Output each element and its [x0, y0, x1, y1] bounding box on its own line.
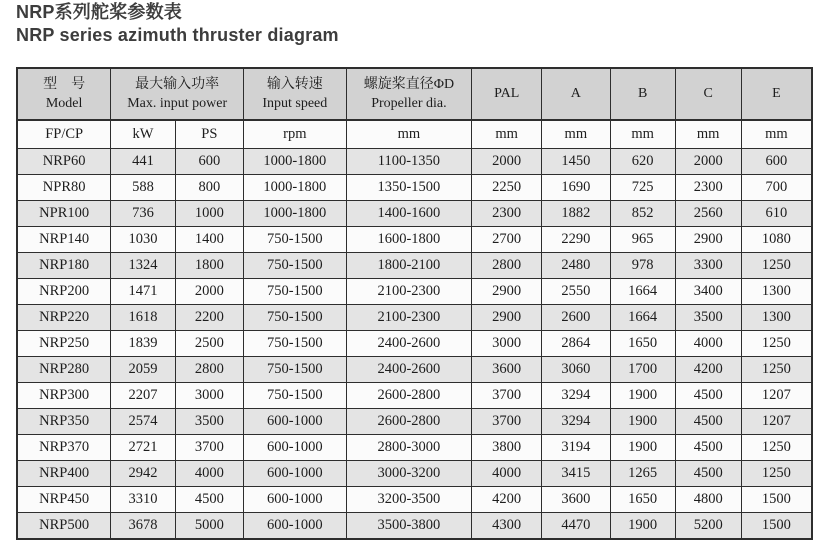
cell-dia: 3000-3200: [346, 461, 472, 487]
cell-pal: 3700: [472, 409, 542, 435]
cell-rpm: 600-1000: [244, 409, 347, 435]
cell-e: 1250: [741, 357, 812, 383]
cell-e: 1250: [741, 331, 812, 357]
cell-model: NRP60: [17, 149, 111, 175]
table-row: [17, 149, 812, 175]
cell-b: 1900: [610, 435, 675, 461]
cell-pal: 4300: [472, 513, 542, 540]
cell-ps: 3500: [175, 409, 243, 435]
unit-cell-dia: mm: [346, 120, 472, 149]
cell-dia: 2100-2300: [346, 305, 472, 331]
cell-a: 2864: [542, 331, 610, 357]
cell-kw: 3310: [111, 487, 175, 513]
cell-pal: 2900: [472, 279, 542, 305]
cell-pal: 2900: [472, 305, 542, 331]
cell-ps: 2800: [175, 357, 243, 383]
cell-e: 600: [741, 149, 812, 175]
cell-pal: 2000: [472, 149, 542, 175]
header-power-en: Max. input power: [127, 96, 228, 111]
cell-pal: 3800: [472, 435, 542, 461]
cell-e: 1500: [741, 487, 812, 513]
cell-rpm: 750-1500: [244, 227, 347, 253]
table-row: [17, 487, 812, 513]
cell-e: 1500: [741, 513, 812, 540]
cell-b: 620: [610, 149, 675, 175]
cell-dia: 1600-1800: [346, 227, 472, 253]
cell-a: 1450: [542, 149, 610, 175]
cell-a: 3194: [542, 435, 610, 461]
cell-c: 4800: [675, 487, 741, 513]
cell-e: 1207: [741, 409, 812, 435]
cell-kw: 2942: [111, 461, 175, 487]
cell-rpm: 1000-1800: [244, 175, 347, 201]
cell-model: NPR80: [17, 175, 111, 201]
cell-b: 1650: [610, 487, 675, 513]
cell-ps: 3700: [175, 435, 243, 461]
cell-b: 1664: [610, 279, 675, 305]
cell-e: 610: [741, 201, 812, 227]
cell-ps: 800: [175, 175, 243, 201]
cell-c: 3300: [675, 253, 741, 279]
cell-rpm: 750-1500: [244, 305, 347, 331]
cell-rpm: 1000-1800: [244, 149, 347, 175]
cell-a: 3415: [542, 461, 610, 487]
cell-model: NRP250: [17, 331, 111, 357]
table-body: [17, 149, 812, 540]
page-title: [16, 1, 339, 47]
cell-a: 3294: [542, 383, 610, 409]
cell-model: NRP200: [17, 279, 111, 305]
header-power-cn: 最大输入功率: [135, 77, 220, 92]
cell-model: NRP450: [17, 487, 111, 513]
unit-cell-pal: mm: [472, 120, 542, 149]
thruster-spec-table: [16, 67, 813, 540]
cell-rpm: 750-1500: [244, 253, 347, 279]
cell-ps: 1400: [175, 227, 243, 253]
cell-a: 3600: [542, 487, 610, 513]
cell-rpm: 750-1500: [244, 279, 347, 305]
header-model-en: Model: [45, 96, 83, 111]
cell-kw: 736: [111, 201, 175, 227]
cell-dia: 2600-2800: [346, 383, 472, 409]
cell-b: 1900: [610, 409, 675, 435]
cell-e: 1300: [741, 279, 812, 305]
page-title-en: NRP series azimuth thruster diagram: [16, 25, 339, 45]
table-row: [17, 279, 812, 305]
cell-c: 4500: [675, 383, 741, 409]
cell-rpm: 750-1500: [244, 383, 347, 409]
cell-pal: 2250: [472, 175, 542, 201]
cell-ps: 1000: [175, 201, 243, 227]
cell-model: NPR100: [17, 201, 111, 227]
table-row: [17, 383, 812, 409]
header-cell-model: [17, 68, 111, 120]
cell-b: 1900: [610, 513, 675, 540]
cell-b: 1900: [610, 383, 675, 409]
cell-c: 3400: [675, 279, 741, 305]
cell-ps: 2000: [175, 279, 243, 305]
cell-b: 1664: [610, 305, 675, 331]
cell-e: 1250: [741, 435, 812, 461]
cell-kw: 2721: [111, 435, 175, 461]
header-cell-pal: PAL: [472, 68, 542, 120]
cell-b: 1650: [610, 331, 675, 357]
unit-cell-a: mm: [542, 120, 610, 149]
table-row: [17, 227, 812, 253]
cell-c: 4500: [675, 435, 741, 461]
cell-model: NRP500: [17, 513, 111, 540]
cell-dia: 3200-3500: [346, 487, 472, 513]
cell-model: NRP300: [17, 383, 111, 409]
cell-c: 2300: [675, 175, 741, 201]
cell-rpm: 600-1000: [244, 513, 347, 540]
cell-pal: 4200: [472, 487, 542, 513]
cell-pal: 4000: [472, 461, 542, 487]
cell-a: 3294: [542, 409, 610, 435]
cell-a: 1882: [542, 201, 610, 227]
cell-rpm: 750-1500: [244, 357, 347, 383]
cell-kw: 2574: [111, 409, 175, 435]
cell-b: 978: [610, 253, 675, 279]
unit-cell-rpm: rpm: [244, 120, 347, 149]
cell-kw: 2207: [111, 383, 175, 409]
table-row: [17, 253, 812, 279]
header-cell-b: B: [610, 68, 675, 120]
unit-cell-kw: kW: [111, 120, 175, 149]
cell-pal: 3600: [472, 357, 542, 383]
cell-c: 2000: [675, 149, 741, 175]
table-row: [17, 357, 812, 383]
unit-cell-model: FP/CP: [17, 120, 111, 149]
cell-ps: 4500: [175, 487, 243, 513]
page-title-cn: NRP系列舵桨参数表: [16, 2, 183, 22]
cell-pal: 3700: [472, 383, 542, 409]
cell-ps: 4000: [175, 461, 243, 487]
header-cell-input-speed: [244, 68, 347, 120]
cell-a: 3060: [542, 357, 610, 383]
cell-kw: 1618: [111, 305, 175, 331]
cell-model: NRP400: [17, 461, 111, 487]
cell-kw: 1030: [111, 227, 175, 253]
cell-b: 725: [610, 175, 675, 201]
cell-rpm: 600-1000: [244, 487, 347, 513]
table-row: [17, 305, 812, 331]
cell-rpm: 600-1000: [244, 461, 347, 487]
cell-c: 4500: [675, 461, 741, 487]
cell-rpm: 1000-1800: [244, 201, 347, 227]
cell-dia: 2100-2300: [346, 279, 472, 305]
unit-cell-ps: PS: [175, 120, 243, 149]
cell-a: 2600: [542, 305, 610, 331]
cell-e: 1250: [741, 461, 812, 487]
cell-rpm: 600-1000: [244, 435, 347, 461]
cell-c: 2560: [675, 201, 741, 227]
header-model-cn: 型 号: [43, 77, 86, 92]
cell-b: 1265: [610, 461, 675, 487]
unit-cell-c: mm: [675, 120, 741, 149]
table-row: [17, 201, 812, 227]
cell-pal: 2300: [472, 201, 542, 227]
table-row: [17, 409, 812, 435]
cell-b: 852: [610, 201, 675, 227]
cell-dia: 2600-2800: [346, 409, 472, 435]
cell-kw: 2059: [111, 357, 175, 383]
cell-b: 965: [610, 227, 675, 253]
cell-c: 5200: [675, 513, 741, 540]
header-cell-c: C: [675, 68, 741, 120]
unit-cell-b: mm: [610, 120, 675, 149]
cell-ps: 1800: [175, 253, 243, 279]
table-row: [17, 513, 812, 540]
cell-kw: 588: [111, 175, 175, 201]
cell-dia: 2400-2600: [346, 357, 472, 383]
cell-a: 2290: [542, 227, 610, 253]
cell-pal: 2700: [472, 227, 542, 253]
header-cell-e: E: [741, 68, 812, 120]
cell-dia: 2400-2600: [346, 331, 472, 357]
cell-dia: 3500-3800: [346, 513, 472, 540]
header-cell-a: A: [542, 68, 610, 120]
cell-kw: 3678: [111, 513, 175, 540]
cell-model: NRP140: [17, 227, 111, 253]
table-row: [17, 175, 812, 201]
header-row: [17, 68, 812, 120]
units-row: [17, 120, 812, 149]
cell-a: 2550: [542, 279, 610, 305]
cell-e: 1080: [741, 227, 812, 253]
cell-e: 1207: [741, 383, 812, 409]
cell-c: 4200: [675, 357, 741, 383]
cell-pal: 2800: [472, 253, 542, 279]
cell-dia: 1400-1600: [346, 201, 472, 227]
table-row: [17, 331, 812, 357]
cell-dia: 1800-2100: [346, 253, 472, 279]
cell-kw: 1839: [111, 331, 175, 357]
cell-e: 700: [741, 175, 812, 201]
cell-c: 3500: [675, 305, 741, 331]
cell-kw: 1324: [111, 253, 175, 279]
cell-a: 2480: [542, 253, 610, 279]
header-speed-cn: 输入转速: [266, 77, 323, 92]
cell-ps: 3000: [175, 383, 243, 409]
cell-model: NRP280: [17, 357, 111, 383]
header-dia-cn: 螺旋桨直径ΦD: [363, 77, 455, 92]
cell-pal: 3000: [472, 331, 542, 357]
cell-ps: 2500: [175, 331, 243, 357]
cell-dia: 2800-3000: [346, 435, 472, 461]
cell-c: 4500: [675, 409, 741, 435]
cell-c: 2900: [675, 227, 741, 253]
cell-model: NRP350: [17, 409, 111, 435]
cell-ps: 2200: [175, 305, 243, 331]
cell-e: 1250: [741, 253, 812, 279]
cell-a: 1690: [542, 175, 610, 201]
header-dia-en: Propeller dia.: [371, 96, 447, 111]
cell-kw: 441: [111, 149, 175, 175]
cell-e: 1300: [741, 305, 812, 331]
cell-a: 4470: [542, 513, 610, 540]
cell-kw: 1471: [111, 279, 175, 305]
table-row: [17, 461, 812, 487]
cell-dia: 1350-1500: [346, 175, 472, 201]
cell-b: 1700: [610, 357, 675, 383]
cell-ps: 600: [175, 149, 243, 175]
header-cell-propeller-dia: [346, 68, 472, 120]
cell-model: NRP370: [17, 435, 111, 461]
cell-rpm: 750-1500: [244, 331, 347, 357]
cell-ps: 5000: [175, 513, 243, 540]
header-cell-max-input-power: [111, 68, 244, 120]
cell-dia: 1100-1350: [346, 149, 472, 175]
cell-model: NRP180: [17, 253, 111, 279]
cell-model: NRP220: [17, 305, 111, 331]
unit-cell-e: mm: [741, 120, 812, 149]
cell-c: 4000: [675, 331, 741, 357]
table-row: [17, 435, 812, 461]
header-speed-en: Input speed: [262, 96, 328, 111]
